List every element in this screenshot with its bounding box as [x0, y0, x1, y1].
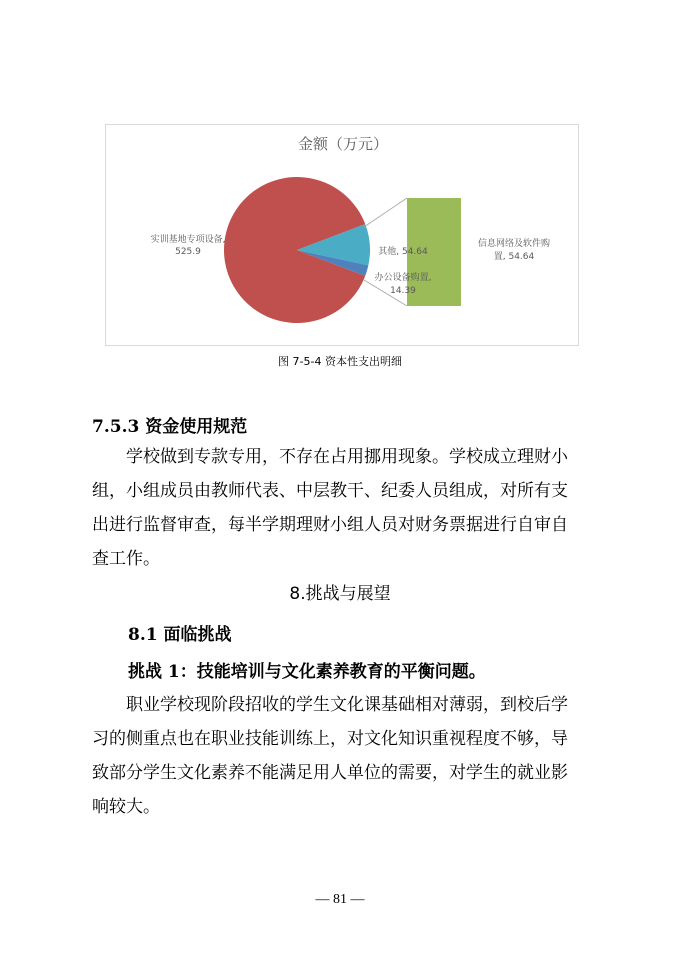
paragraph-line: 出进行监督审查，每半学期理财小组人员对财务票据进行自审自 — [92, 515, 568, 535]
breakout-connector-top — [364, 198, 407, 227]
section-753-paragraph — [92, 440, 597, 576]
pie-slices — [224, 177, 370, 323]
challenge-1-title: 挑战 1：技能培训与文化素养教育的平衡问题。 — [128, 662, 486, 682]
section-title-753: 7.5.3 资金使用规范 — [92, 417, 248, 437]
label-training-equipment: 实训基地专项设备, — [150, 235, 226, 245]
paragraph-line: 组，小组成员由教师代表、中层教干、纪委人员组成，对所有支 — [92, 481, 568, 501]
label-other: 其他, 54.64 — [378, 247, 428, 257]
chart-title: 金额（万元） — [297, 135, 389, 153]
challenge-1-paragraph — [92, 688, 597, 824]
paragraph-line: 职业学校现阶段招收的学生文化课基础相对薄弱，到校后学 — [92, 695, 568, 715]
label-network-software: 信息网络及软件购 — [477, 239, 551, 249]
label-training-equipment-value: 525.9 — [175, 247, 201, 257]
paragraph-line: 学校做到专款专用，不存在占用挪用现象。学校成立理财小 — [92, 447, 568, 467]
paragraph-line: 查工作。 — [92, 549, 160, 569]
paragraph-line: 习的侧重点也在职业技能训练上，对文化知识重视程度不够，导 — [92, 729, 568, 749]
pie-chart — [105, 124, 579, 346]
paragraph-line: 致部分学生文化素养不能满足用人单位的需要，对学生的就业影 — [92, 763, 568, 783]
page-number: — 81 — — [315, 892, 365, 907]
pie-chart-svg — [106, 125, 580, 347]
paragraph-line: 响较大。 — [92, 797, 160, 817]
heading-chapter-8: 8.挑战与展望 — [289, 584, 391, 604]
label-network-software-value: 置, 54.64 — [493, 252, 535, 262]
heading-section-81: 8.1 面临挑战 — [128, 625, 232, 645]
figure-caption: 图 7-5-4 资本性支出明细 — [278, 355, 402, 368]
label-office-equipment-value: 14.39 — [390, 286, 416, 296]
label-office-equipment: 办公设备购置, — [374, 273, 432, 283]
